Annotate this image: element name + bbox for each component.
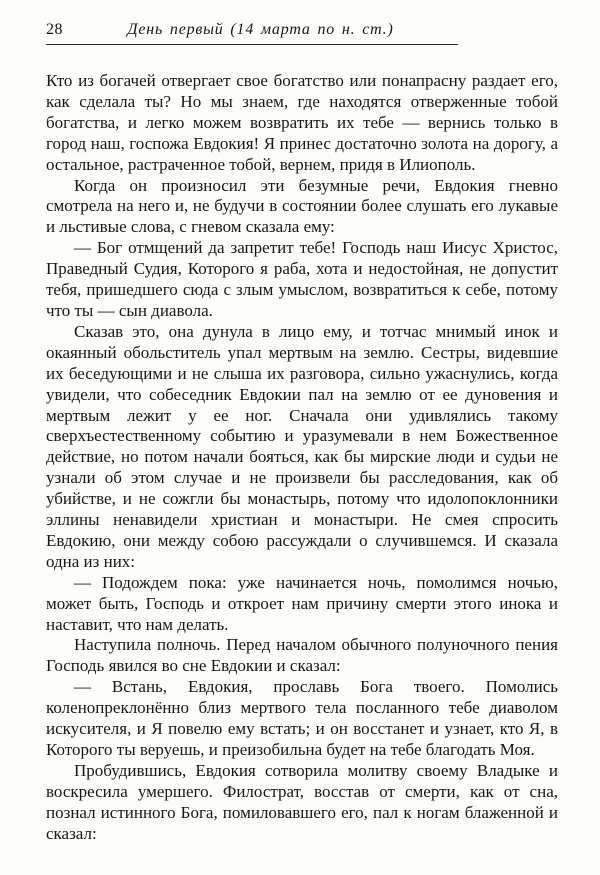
body-paragraph-dialogue: — Бог отмщений да запретит тебе! Господь наш Иисус Христос, Праведный Судия, Которого я раба, хота и недостойная, не допустит тебя, пришедшего сюда с злым умыслом, возвратиться к себе, потому что ты — сын диавола. — [46, 238, 558, 320]
body-paragraph: Пробудившись, Евдокия сотворила молитву своему Владыке и воскресила умершего. Филострат, восстав от смерти, как от сна, познал истинного Бога, помиловавшего его, пал к ногам блаженной и сказал: — [46, 760, 558, 843]
body-paragraph: Сказав это, она дунула в лицо ему, и тотчас мнимый инок и окаянный обольститель упал мертвым на землю. Сестры, видевшие их беседующими и не слыша их разговора, сильно ужаснулись, когда увидели, что собеседник Евдокии пал на землю от ее дуновения и мертвым лежит у ее ног. Сначала они удивлялись такому сверхъестественному событию и уразумевали в нем Божественное действие, но потом начали бояться, как бы мирские люди и судьи не узнали об этом случае и не произвели бы расследования, как об убийстве, и не сожгли бы монастырь, потому что идолопоклонники эллины ненавидели христиан и монастыри. Не смея спросить Евдокию, они между собою рассуждали о случившемся. И сказала одна из них: — [46, 321, 558, 571]
page-number: 28 — [46, 21, 63, 38]
body-paragraph-dialogue: — Встань, Евдокия, прославь Бога твоего. Помолись коленопреклонённо близ мертвого тела посланного тебе диаволом искусителя, и Я повелю ему встать; и он восстанет и узнает, кто Я, в Которого ты веруешь, и преизобильна будет на тебе благодать Моя. — [46, 677, 558, 759]
body-paragraph: Кто из богачей отвергает свое богатство или понапрасну раздает его, как сделала ты? Но мы знаем, где находятся отверженные тобой богатства, и легко можем возвратить их тебе — вернись только в город наш, госпожа Евдокия! Я принес достаточно золота на дорогу, а остальное, растраченное тобой, вернем, придя в Илиополь. — [46, 71, 558, 174]
running-header — [46, 21, 458, 45]
body-paragraph: Наступила полночь. Перед началом обычного полуночного пения Господь явился во сне Евдокии и сказал: — [46, 635, 558, 676]
body-text — [46, 71, 558, 845]
body-paragraph: Когда он произносил эти безумные речи, Евдокия гневно смотрела на него и, не будучи в состоянии более слушать его лукавые и льстивые слова, с гневом сказала ему: — [46, 175, 558, 237]
body-paragraph-dialogue: — Подождем пока: уже начинается ночь, помолимся ночью, может быть, Господь и откроет нам причину смерти этого инока и наставит, что нам делать. — [46, 572, 558, 634]
chapter-title: День первый (14 марта по н. ст.) — [127, 21, 394, 38]
